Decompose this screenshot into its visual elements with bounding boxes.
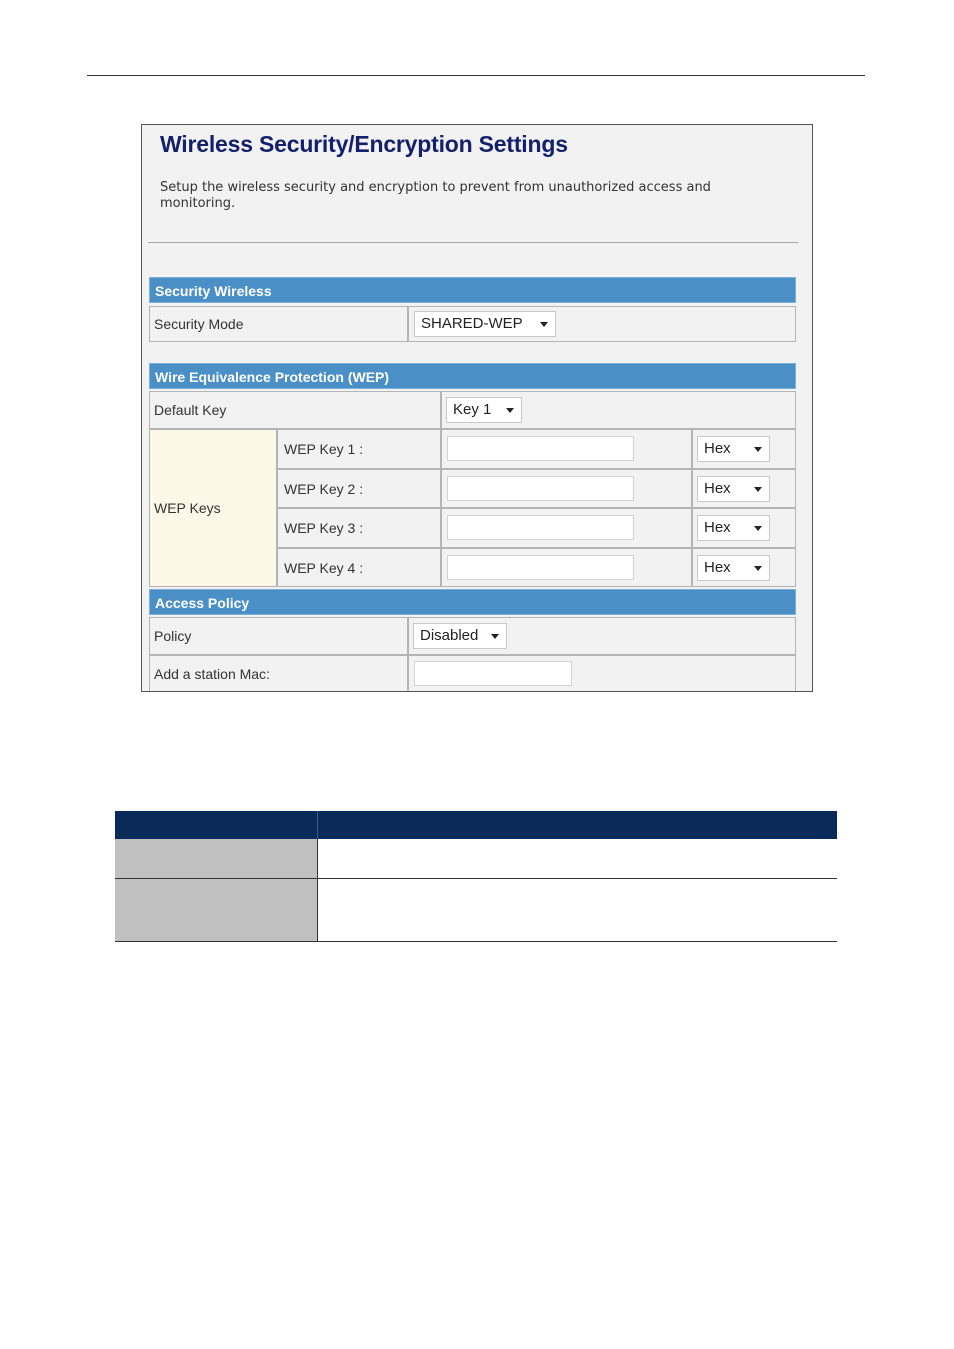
wep-key-1-label: WEP Key 1 : bbox=[284, 441, 364, 457]
wep-key-1-format: Hex bbox=[704, 440, 731, 457]
wep-keys-label: WEP Keys bbox=[154, 500, 221, 516]
settings-screenshot bbox=[141, 124, 813, 692]
policy-value: Disabled bbox=[420, 627, 479, 644]
policy-label-cell bbox=[149, 617, 408, 655]
security-mode-select[interactable] bbox=[414, 311, 556, 337]
chevron-down-icon bbox=[540, 322, 548, 327]
wep-key-3-label: WEP Key 3 : bbox=[284, 520, 364, 536]
wep-key-3-format-select[interactable] bbox=[697, 515, 770, 541]
wep-key-4-label-cell bbox=[277, 548, 441, 587]
wep-key-1-label-cell bbox=[277, 429, 441, 469]
station-mac-label: Add a station Mac: bbox=[154, 666, 270, 682]
wep-keys-label-cell bbox=[149, 429, 277, 587]
chevron-down-icon bbox=[754, 487, 762, 492]
wep-key-3-input-cell bbox=[441, 508, 692, 548]
table-row-1-label-cell bbox=[115, 839, 317, 878]
chevron-down-icon bbox=[754, 447, 762, 452]
wep-key-4-input-cell bbox=[441, 548, 692, 587]
wep-key-4-input[interactable] bbox=[447, 555, 634, 580]
wep-key-2-format-cell bbox=[692, 469, 796, 508]
chevron-down-icon bbox=[491, 634, 499, 639]
wep-key-2-format: Hex bbox=[704, 480, 731, 497]
wep-key-4-label: WEP Key 4 : bbox=[284, 559, 364, 576]
wep-key-3-input[interactable] bbox=[447, 515, 634, 540]
station-mac-input[interactable] bbox=[414, 661, 572, 686]
table-row-divider bbox=[115, 878, 837, 879]
default-key-value-cell bbox=[441, 391, 796, 429]
wep-key-3-format-cell bbox=[692, 508, 796, 548]
wep-key-1-input[interactable] bbox=[447, 436, 634, 461]
wep-key-4-format-select[interactable] bbox=[697, 555, 770, 581]
table-row-2-label-cell bbox=[115, 878, 317, 942]
table-column-divider bbox=[317, 839, 318, 942]
chevron-down-icon bbox=[506, 408, 514, 413]
policy-value-cell bbox=[408, 617, 796, 655]
section-header-security-wireless: Security Wireless bbox=[149, 277, 796, 303]
default-key-label-cell bbox=[149, 391, 441, 429]
policy-select[interactable] bbox=[413, 623, 507, 649]
security-mode-label-cell bbox=[149, 306, 408, 342]
security-mode-value-cell bbox=[408, 306, 796, 342]
security-mode-label: Security Mode bbox=[154, 316, 244, 332]
default-key-select[interactable] bbox=[446, 397, 522, 423]
chevron-down-icon bbox=[754, 566, 762, 571]
wep-key-2-input-cell bbox=[441, 469, 692, 508]
description-table-header bbox=[115, 811, 837, 839]
default-key-label: Default Key bbox=[154, 402, 227, 418]
section-header-access-policy: Access Policy bbox=[149, 589, 796, 615]
security-mode-value: SHARED-WEP bbox=[421, 315, 523, 332]
default-key-value: Key 1 bbox=[453, 401, 492, 418]
wep-key-1-input-cell bbox=[441, 429, 692, 469]
description-table bbox=[115, 811, 837, 942]
wep-key-2-format-select[interactable] bbox=[697, 476, 770, 502]
wep-key-3-label-cell bbox=[277, 508, 441, 548]
section-header-wep: Wire Equivalence Protection (WEP) bbox=[149, 363, 796, 389]
page-title: Wireless Security/Encryption Settings bbox=[160, 131, 568, 157]
table-bottom-border bbox=[115, 941, 837, 942]
wep-key-2-label-cell bbox=[277, 469, 441, 508]
header-divider bbox=[317, 811, 318, 839]
station-mac-input-cell bbox=[408, 655, 796, 692]
wep-key-1-format-cell bbox=[692, 429, 796, 469]
page-header-rule bbox=[87, 75, 865, 76]
station-mac-label-cell bbox=[149, 655, 408, 692]
chevron-down-icon bbox=[754, 526, 762, 531]
wep-key-3-format: Hex bbox=[704, 519, 731, 536]
policy-label: Policy bbox=[154, 628, 192, 644]
title-divider bbox=[148, 242, 798, 243]
wep-key-1-format-select[interactable] bbox=[697, 436, 770, 462]
wep-key-4-format-cell bbox=[692, 548, 796, 587]
wep-key-4-format: Hex bbox=[704, 559, 731, 576]
page-description: Setup the wireless security and encryption to prevent from unauthorized access and monitoring. bbox=[160, 180, 711, 211]
wep-key-2-label: WEP Key 2 : bbox=[284, 480, 364, 497]
wep-key-2-input[interactable] bbox=[447, 476, 634, 501]
